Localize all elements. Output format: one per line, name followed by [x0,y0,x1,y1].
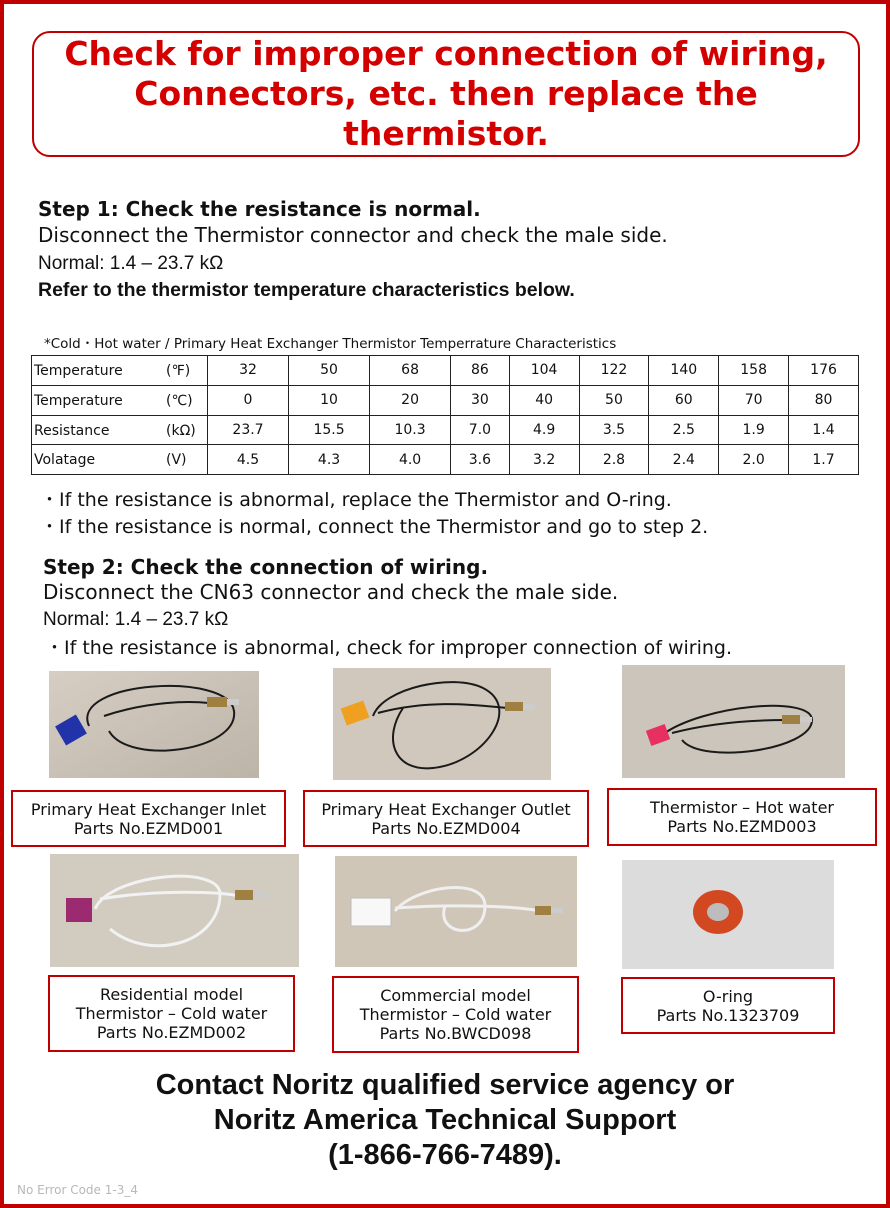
part-hot-water-name: Thermistor – Hot water [650,798,834,817]
contact-line-1: Contact Noritz qualified service agency or [155,1069,735,1101]
table-cell: 2.4 [649,445,719,475]
part-label-outlet [303,790,589,847]
table-cell: 50 [579,385,649,415]
table-cell: 60 [649,385,719,415]
table-cell: 30 [451,385,510,415]
row-unit: (kΩ) [166,422,196,439]
table-cell: 122 [579,356,649,386]
table-cell: 10 [289,385,370,415]
part-label-commercial-cold [332,976,579,1053]
table-cell: 4.0 [370,445,451,475]
table-cell: 80 [789,385,859,415]
row-label: Resistance [34,422,110,439]
part-inlet-name: Primary Heat Exchanger Inlet [30,799,267,819]
table-cell: 140 [649,356,719,386]
step1-bullet-abnormal: ・If the resistance is abnormal, replace the Thermistor and O-ring. [40,489,672,511]
table-caption: *Cold・Hot water / Primary Heat Exchanger Thermistor Temperrature Characteristics [44,336,617,352]
row-header [32,356,208,386]
row-label: Temperature [34,392,123,409]
step2-normal-range: Normal: 1.4 – 23.7 kΩ [43,609,229,630]
part-outlet-number: Parts No.EZMD004 [371,818,521,838]
part-residential-model: Residential model [99,985,244,1004]
table-cell: 3.5 [579,415,649,445]
table-cell: 1.9 [719,415,789,445]
part-outlet-name: Primary Heat Exchanger Outlet [321,799,571,819]
part-label-o-ring [621,977,835,1034]
table-cell: 15.5 [289,415,370,445]
part-residential-name: Thermistor – Cold water [75,1004,268,1023]
thermistor-residential-cold-photo [50,854,299,967]
table-cell: 3.6 [451,445,510,475]
part-label-hot-water [607,788,877,846]
row-label: Temperature [34,363,123,379]
row-header [32,445,208,475]
part-inlet-number: Parts No.EZMD001 [73,818,224,838]
row-header [32,415,208,445]
table-cell: 68 [370,356,451,386]
part-residential-number: Parts No.EZMD002 [96,1023,247,1042]
error-code-footer: No Error Code 1-3_4 [17,1183,138,1197]
table-cell: 176 [789,356,859,386]
table-row [32,356,859,386]
table-cell: 10.3 [370,415,451,445]
part-commercial-name: Thermistor – Cold water [359,1005,552,1024]
table-cell: 3.2 [509,445,579,475]
table-cell: 1.4 [789,415,859,445]
header-banner [32,31,860,157]
table-cell: 104 [509,356,579,386]
table-cell: 2.8 [579,445,649,475]
row-header [32,385,208,415]
table-cell: 2.5 [649,415,719,445]
part-label-residential-cold [48,975,295,1052]
table-cell: 4.9 [509,415,579,445]
thermistor-commercial-cold-photo [335,856,577,967]
table-cell: 4.5 [208,445,289,475]
table-cell: 158 [719,356,789,386]
table-cell: 2.0 [719,445,789,475]
table-cell: 7.0 [451,415,510,445]
thermistor-characteristics-table [31,355,859,475]
row-unit: (℃) [166,392,193,409]
table-row [32,445,859,475]
part-commercial-model: Commercial model [380,986,531,1005]
thermistor-inlet-photo [49,671,259,778]
table-cell: 40 [509,385,579,415]
table-row [32,415,859,445]
step2-title: Step 2: Check the connection of wiring. [43,555,489,579]
step1-refer-note: Refer to the thermistor temperature characteristics below. [38,279,575,301]
table-row [32,385,859,415]
table-cell: 4.3 [289,445,370,475]
step1-normal-range: Normal: 1.4 – 23.7 kΩ [38,253,224,274]
o-ring-photo [622,860,834,969]
part-commercial-number: Parts No.BWCD098 [379,1024,532,1043]
part-o-ring-number: Parts No.1323709 [656,1005,800,1025]
table-cell: 0 [208,385,289,415]
table-cell: 70 [719,385,789,415]
thermistor-hot-water-photo [622,665,845,778]
contact-phone: (1-866-766-7489). [328,1139,562,1171]
table-cell: 23.7 [208,415,289,445]
table-cell: 50 [289,356,370,386]
table-cell: 86 [451,356,510,386]
part-label-inlet [11,790,286,847]
header-line-1: Check for improper connection of wiring, [64,34,828,73]
thermistor-outlet-photo [333,668,551,780]
row-unit: (℉) [166,363,191,379]
row-label: Volatage [34,452,96,469]
step1-instruction: Disconnect the Thermistor connector and check the male side. [38,223,668,247]
part-hot-water-number: Parts No.EZMD003 [667,817,817,836]
step1-bullet-normal: ・If the resistance is normal, connect the Thermistor and go to step 2. [40,516,709,538]
table-cell: 20 [370,385,451,415]
step2-instruction: Disconnect the CN63 connector and check the male side. [43,580,619,604]
table-cell: 1.7 [789,445,859,475]
table-cell: 32 [208,356,289,386]
step1-title: Step 1: Check the resistance is normal. [38,197,481,221]
contact-line-2: Noritz America Technical Support [213,1104,677,1136]
step2-bullet-abnormal: ・If the resistance is abnormal, check for improper connection of wiring. [45,637,733,659]
header-line-2: Connectors, etc. then replace the thermistor. [134,74,758,153]
row-unit: (V) [166,452,187,469]
part-o-ring-name: O-ring [702,986,754,1006]
